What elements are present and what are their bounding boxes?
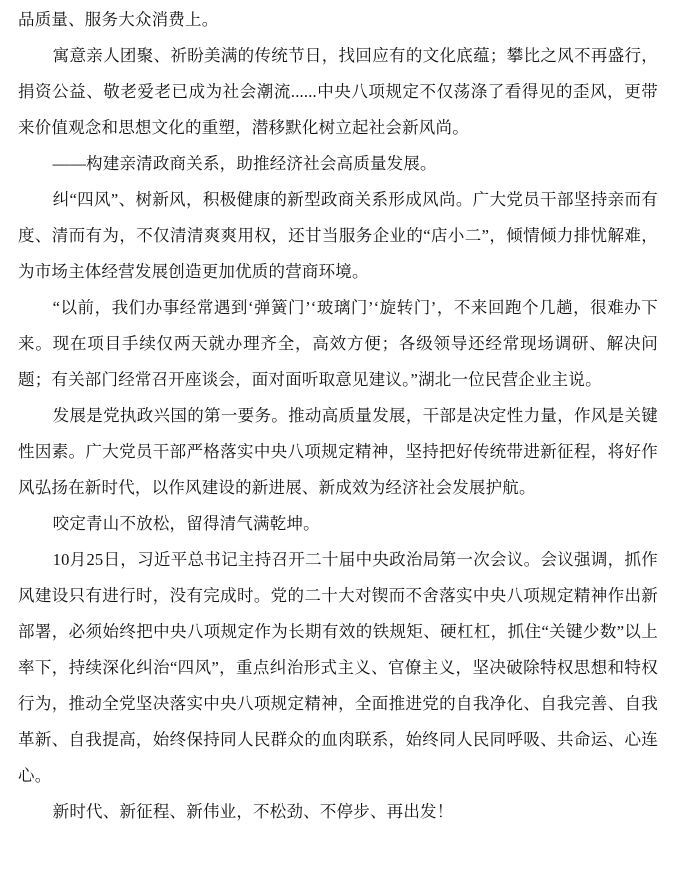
paragraph-4: 纠“四风”、树新风，积极健康的新型政商关系形成风尚。广大党员干部坚持亲而有度、清而有为，不仅清清爽爽用权，还甘当服务企业的“店小二”，倾情倾力排忧解难，为市场主体经营发展创造更加优质的营商环境。 [18,190,658,281]
paragraph-7: 咬定青山不放松，留得清气满乾坤。 [52,514,320,533]
paragraph-8: 10月25日，习近平总书记主持召开二十届中央政治局第一次会议。会议强调，抓作风建设只有进行时，没有完成时。党的二十大对锲而不舍落实中央八项规定精神作出新部署，必须始终把中央八项规定作为长期有效的铁规矩、硬杠杠，抓住“关键少数”以上率下，持续深化纠治“四风”，重点纠治形式主义、官僚主义，坚决破除特权思想和特权行为，推动全党坚决落实中央八项规定精神，全面推进党的自我净化、自我完善、自我革新、自我提高，始终保持同人民群众的血肉联系，始终同人民同呼吸、共命运、心连心。 [18,550,658,785]
paragraph-1: 品质量、服务大众消费上。 [18,10,219,29]
paragraph-9: 新时代、新征程、新伟业，不松劲、不停步、再出发！ [52,802,454,821]
paragraph-5: “以前，我们办事经常遇到‘弹簧门’‘玻璃门’‘旋转门’，不来回跑个几趟，很难办下来。现在项目手续仅两天就办理齐全，高效方便；各级领导还经常现场调研、解决问题；有关部门经常召开座谈会，面对面听取意见建议。”湖北一位民营企业主说。 [18,298,658,389]
paragraph-3: ——构建亲清政商关系，助推经济社会高质量发展。 [52,154,437,173]
paragraph-2: 寓意亲人团聚、祈盼美满的传统节日，找回应有的文化底蕴；攀比之风不再盛行，捐资公益、敬老爱老已成为社会潮流......中央八项规定不仅荡涤了看得见的歪风，更带来价值观念和思想文化的重塑，潜移默化树立起社会新风尚。 [18,46,658,137]
paragraph-6: 发展是党执政兴国的第一要务。推动高质量发展，干部是决定性力量，作风是关键性因素。广大党员干部严格落实中央八项规定精神，坚持把好传统带进新征程，将好作风弘扬在新时代，以作风建设的新进展、新成效为经济社会发展护航。 [18,406,658,497]
